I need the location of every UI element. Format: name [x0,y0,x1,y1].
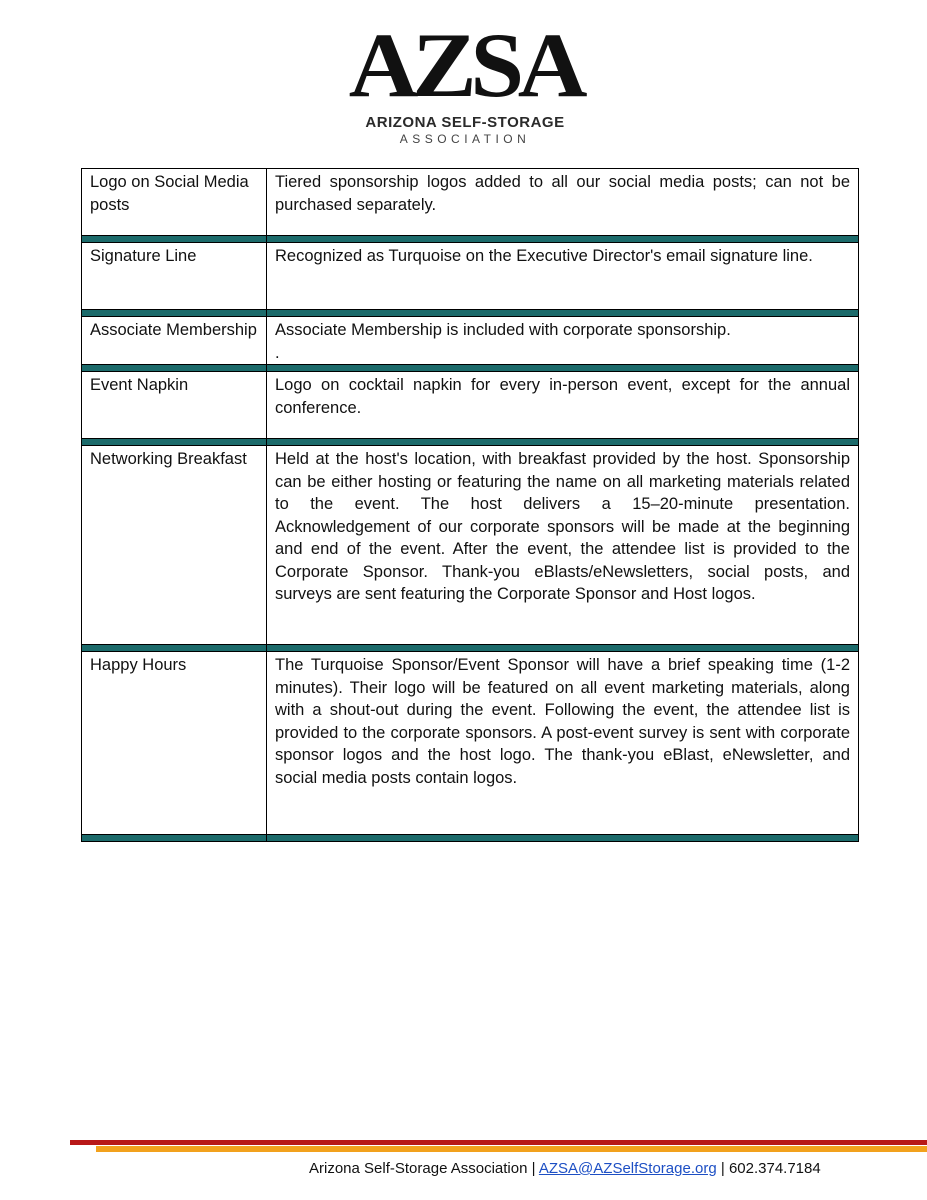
row-description: Held at the host's location, with breakfast provided by the host. Sponsorship can be either hosting or featuring the name on all marketing materials related to the event. The host delivers a 15–20-minute presentation. Acknowledgement of our corporate sponsors will be made at the beginning and end of the event. After the event, the attendee list is provided to the Corporate Sponsor. Thank-you eBlasts/eNewsletters, social posts, and surveys are sent featuring the Corporate Sponsor and Host logos. [267,446,859,645]
row-description: Associate Membership is included with corporate sponsorship. [275,321,731,339]
row-separator [82,236,859,243]
logo-mark: AZSA [348,14,582,116]
row-separator [82,365,859,372]
row-label: Networking Breakfast [82,446,267,645]
footer-red-bar [70,1140,927,1145]
row-separator [82,310,859,317]
table-row [82,446,859,645]
table-row [82,169,859,236]
logo-org-name: ARIZONA SELF-STORAGE [365,114,565,131]
azsa-logo [340,14,590,157]
row-label: Signature Line [82,243,267,310]
sponsorship-benefits-table [81,168,859,842]
table-row [82,317,859,365]
logo-subtitle: ASSOCIATION [399,132,531,146]
row-description: Tiered sponsorship logos added to all our social media posts; can not be purchased separately. [267,169,859,236]
row-description-cell [267,317,859,365]
footer-email-link[interactable]: AZSA@AZSelfStorage.org [538,1160,717,1177]
row-description: Recognized as Turquoise on the Executive Director's email signature line. [267,243,859,310]
footer-orange-bar [96,1146,927,1152]
row-label: Logo on Social Media posts [82,169,267,236]
row-description: The Turquoise Sponsor/Event Sponsor will have a brief speaking time (1-2 minutes). Their logo will be featured on all event marketing materials, along with a shout-out during the event. Following the event, the attendee list is provided to the corporate sponsors. A post-event survey is sent with corporate sponsor logos and the host logo. The thank-you eBlast, eNewsletter, and social media posts contain logos. [267,652,859,835]
footer-phone: 602.374.7184 [728,1160,821,1177]
row-label: Event Napkin [82,372,267,439]
footer-separator: | [531,1160,536,1177]
table-row [82,372,859,439]
row-description-extra: . [275,343,280,362]
table-row [82,652,859,835]
footer-org-name: Arizona Self-Storage Association [309,1160,528,1177]
footer-separator: | [720,1160,725,1177]
table-row [82,243,859,310]
row-description: Logo on cocktail napkin for every in-person event, except for the annual conference. [267,372,859,439]
row-label: Happy Hours [82,652,267,835]
row-separator [82,439,859,446]
row-label: Associate Membership [82,317,267,365]
footer-contact [309,1160,821,1177]
row-separator [82,645,859,652]
row-separator [82,835,859,842]
